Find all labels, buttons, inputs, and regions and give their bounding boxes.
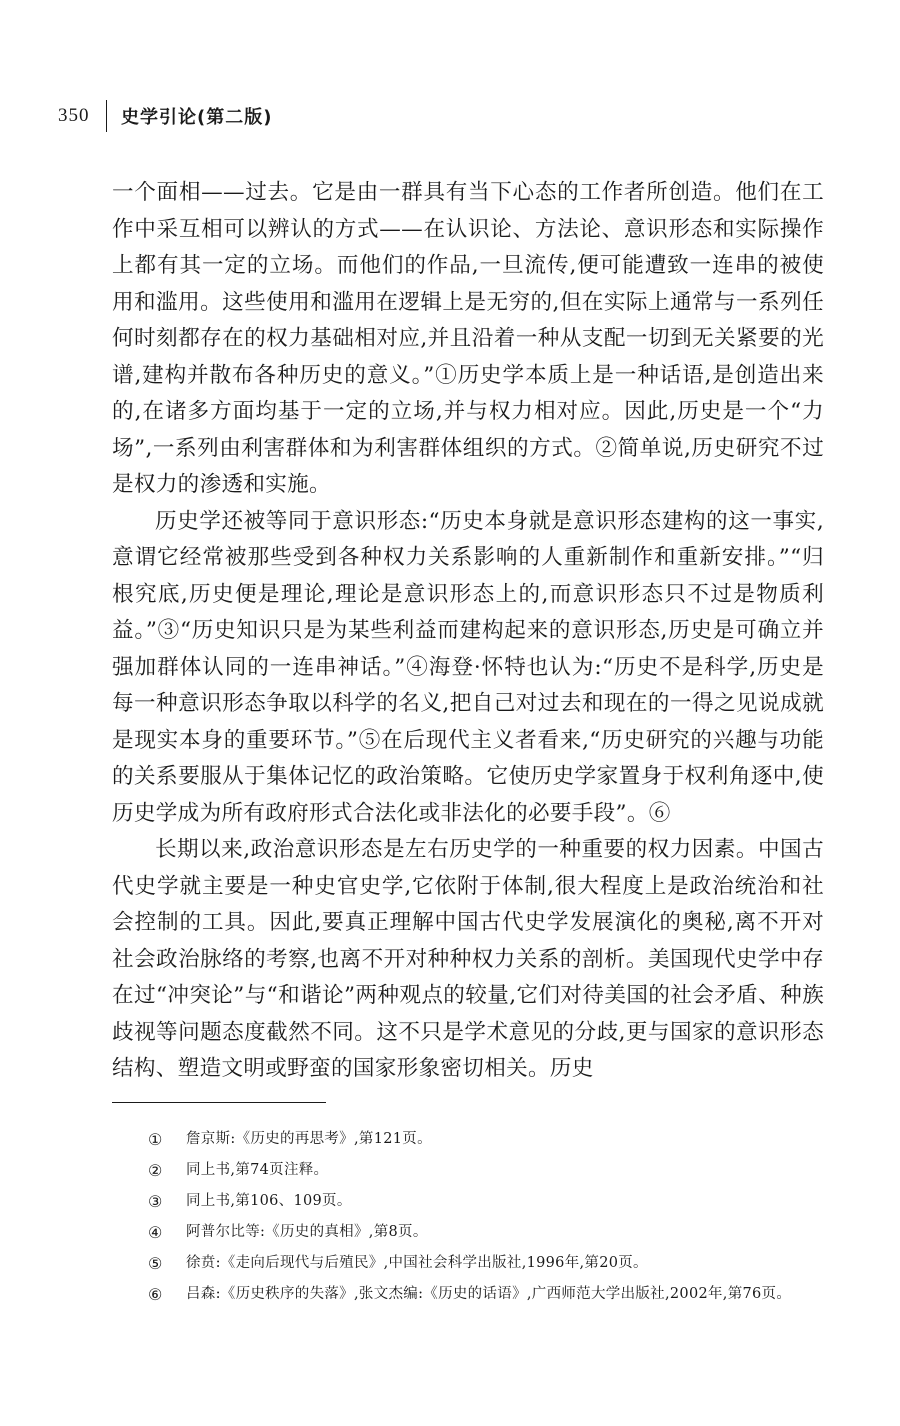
- footnote-text: 吕森:《历史秩序的失落》,张文杰编:《历史的话语》,广西师范大学出版社,2002年,第76页。: [186, 1286, 792, 1302]
- page-number: 350: [58, 105, 90, 126]
- footnote-4: [112, 1217, 824, 1248]
- footnote-text: 同上书,第74页注释。: [186, 1162, 329, 1178]
- footnote-marker: ④: [148, 1223, 163, 1242]
- main-text: [112, 175, 824, 1088]
- footnote-2: [112, 1155, 824, 1186]
- footnote-marker: ①: [148, 1130, 163, 1149]
- footnote-separator: [112, 1102, 326, 1103]
- running-title: 史学引论(第二版): [121, 107, 273, 128]
- paragraph-1: 一个面相——过去。它是由一群具有当下心态的工作者所创造。他们在工作中采互相可以辨认的方式——在认识论、方法论、意识形态和实际操作上都有其一定的立场。而他们的作品,一旦流传,便可能遭致一连串的被使用和滥用。这些使用和滥用在逻辑上是无穷的,但在实际上通常与一系列任何时刻都存在的权力基础相对应,并且沿着一种从支配一切到无关紧要的光谱,建构并散布各种历史的意义。”①历史学本质上是一种话语,是创造出来的,在诸多方面均基于一定的立场,并与权力相对应。因此,历史是一个“力场”,一系列由利害群体和为利害群体组织的方式。②简单说,历史研究不过是权力的渗透和实施。: [112, 180, 824, 497]
- footnotes: [112, 1124, 824, 1310]
- footnote-text: 徐贲:《走向后现代与后殖民》,中国社会科学出版社,1996年,第20页。: [186, 1255, 648, 1271]
- header-divider: [106, 100, 107, 132]
- footnote-text: 詹京斯:《历史的再思考》,第121页。: [186, 1131, 432, 1147]
- paragraph-3: 长期以来,政治意识形态是左右历史学的一种重要的权力因素。中国古代史学就主要是一种史官史学,它依附于体制,很大程度上是政治统治和社会控制的工具。因此,要真正理解中国古代史学发展演化的奥秘,离不开对社会政治脉络的考察,也离不开对种种权力关系的剖析。美国现代史学中存在过“冲突论”与“和谐论”两种观点的较量,它们对待美国的社会矛盾、种族歧视等问题态度截然不同。这不只是学术意见的分歧,更与国家的意识形态结构、塑造文明或野蛮的国家形象密切相关。历史: [112, 837, 824, 1081]
- footnote-text: 同上书,第106、109页。: [186, 1193, 352, 1209]
- footnote-marker: ⑥: [148, 1285, 163, 1304]
- footnote-marker: ②: [148, 1161, 163, 1180]
- page-header: [58, 100, 272, 132]
- footnote-text: 阿普尔比等:《历史的真相》,第8页。: [186, 1224, 428, 1240]
- footnote-marker: ③: [148, 1192, 163, 1211]
- paragraph-2: 历史学还被等同于意识形态:“历史本身就是意识形态建构的这一事实,意谓它经常被那些受到各种权力关系影响的人重新制作和重新安排。”“归根究底,历史便是理论,理论是意识形态上的,而意识形态只不过是物质利益。”③“历史知识只是为某些利益而建构起来的意识形态,历史是可确立并强加群体认同的一连串神话。”④海登·怀特也认为:“历史不是科学,历史是每一种意识形态争取以科学的名义,把自己对过去和现在的一得之见说成就是现实本身的重要环节。”⑤在后现代主义者看来,“历史研究的兴趣与功能的关系要服从于集体记忆的政治策略。它使历史学家置身于权利角逐中,使历史学成为所有政府形式合法化或非法化的必要手段”。⑥: [112, 508, 824, 826]
- footnote-6: [112, 1279, 824, 1310]
- footnote-3: [112, 1186, 824, 1217]
- footnote-marker: ⑤: [148, 1254, 163, 1273]
- footnote-5: [112, 1248, 824, 1279]
- footnote-1: [112, 1124, 824, 1155]
